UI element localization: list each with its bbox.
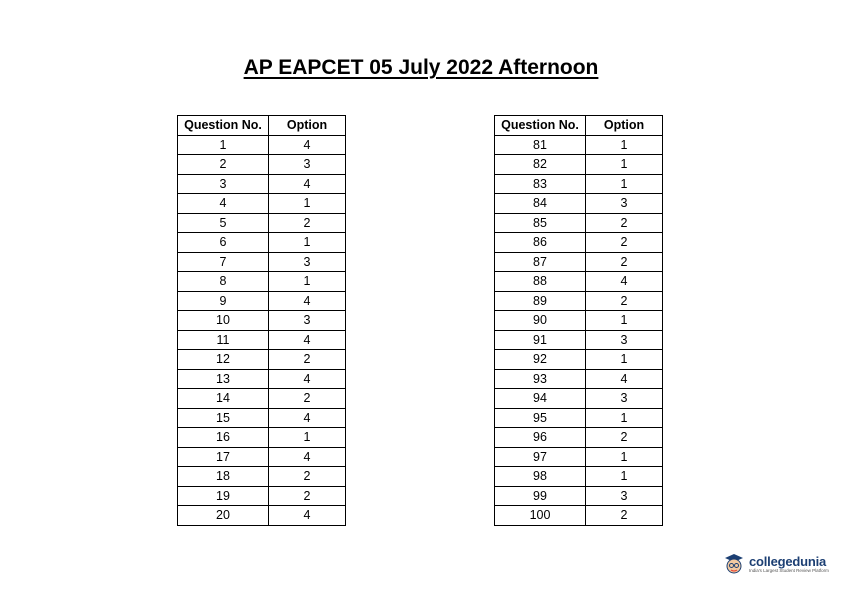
question-number-cell: 94 xyxy=(495,389,586,409)
question-number-cell: 10 xyxy=(178,311,269,331)
question-number-cell: 87 xyxy=(495,252,586,272)
column-header-option: Option xyxy=(269,116,346,136)
answer-option-cell: 3 xyxy=(586,194,663,214)
table-row xyxy=(178,408,346,428)
table-row xyxy=(178,252,346,272)
answer-option-cell: 1 xyxy=(269,233,346,253)
answer-option-cell: 4 xyxy=(269,135,346,155)
answer-option-cell: 2 xyxy=(586,291,663,311)
question-number-cell: 12 xyxy=(178,350,269,370)
question-number-cell: 4 xyxy=(178,194,269,214)
answer-option-cell: 4 xyxy=(269,291,346,311)
answer-option-cell: 1 xyxy=(269,428,346,448)
question-number-cell: 100 xyxy=(495,506,586,526)
question-number-cell: 91 xyxy=(495,330,586,350)
table-row xyxy=(178,213,346,233)
question-number-cell: 81 xyxy=(495,135,586,155)
logo-wordmark: collegedunia xyxy=(749,553,827,569)
question-number-cell: 83 xyxy=(495,174,586,194)
table-row xyxy=(495,233,663,253)
question-number-cell: 99 xyxy=(495,486,586,506)
question-number-cell: 97 xyxy=(495,447,586,467)
question-number-cell: 15 xyxy=(178,408,269,428)
answer-option-cell: 2 xyxy=(586,252,663,272)
answer-option-cell: 1 xyxy=(269,194,346,214)
column-header-question: Question No. xyxy=(178,116,269,136)
question-number-cell: 89 xyxy=(495,291,586,311)
question-number-cell: 85 xyxy=(495,213,586,233)
answer-option-cell: 2 xyxy=(269,350,346,370)
table-header-row xyxy=(495,116,663,136)
answer-option-cell: 4 xyxy=(269,506,346,526)
answer-option-cell: 4 xyxy=(269,408,346,428)
answer-option-cell: 3 xyxy=(586,486,663,506)
table-row xyxy=(178,486,346,506)
question-number-cell: 11 xyxy=(178,330,269,350)
table-row xyxy=(495,330,663,350)
table-row xyxy=(178,311,346,331)
question-number-cell: 93 xyxy=(495,369,586,389)
answer-key-table-left xyxy=(177,115,346,526)
table-row xyxy=(178,291,346,311)
table-row xyxy=(178,369,346,389)
answer-option-cell: 4 xyxy=(586,369,663,389)
answer-option-cell: 3 xyxy=(586,389,663,409)
table-row xyxy=(178,330,346,350)
answer-option-cell: 4 xyxy=(269,447,346,467)
logo-tagline: India's Largest Student Review Platform xyxy=(749,567,829,573)
table-row xyxy=(495,428,663,448)
answer-option-cell: 1 xyxy=(586,135,663,155)
question-number-cell: 92 xyxy=(495,350,586,370)
question-number-cell: 20 xyxy=(178,506,269,526)
answer-option-cell: 2 xyxy=(269,486,346,506)
answer-option-cell: 4 xyxy=(269,174,346,194)
table-row xyxy=(178,447,346,467)
table-row xyxy=(495,155,663,175)
question-number-cell: 19 xyxy=(178,486,269,506)
table-row xyxy=(178,428,346,448)
question-number-cell: 90 xyxy=(495,311,586,331)
answer-option-cell: 1 xyxy=(586,174,663,194)
answer-option-cell: 4 xyxy=(269,330,346,350)
table-row xyxy=(495,174,663,194)
table-row xyxy=(495,135,663,155)
table-row xyxy=(495,311,663,331)
question-number-cell: 1 xyxy=(178,135,269,155)
table-row xyxy=(495,350,663,370)
question-number-cell: 14 xyxy=(178,389,269,409)
table-row xyxy=(495,389,663,409)
table-row xyxy=(178,135,346,155)
question-number-cell: 95 xyxy=(495,408,586,428)
answer-option-cell: 1 xyxy=(269,272,346,292)
table-row xyxy=(178,194,346,214)
column-header-option: Option xyxy=(586,116,663,136)
table-row xyxy=(178,467,346,487)
answer-option-cell: 2 xyxy=(586,213,663,233)
question-number-cell: 6 xyxy=(178,233,269,253)
question-number-cell: 9 xyxy=(178,291,269,311)
answer-option-cell: 1 xyxy=(586,311,663,331)
table-row xyxy=(178,272,346,292)
answer-option-cell: 4 xyxy=(586,272,663,292)
answer-option-cell: 1 xyxy=(586,350,663,370)
table-row xyxy=(495,194,663,214)
question-number-cell: 84 xyxy=(495,194,586,214)
table-row xyxy=(495,447,663,467)
question-number-cell: 7 xyxy=(178,252,269,272)
question-number-cell: 98 xyxy=(495,467,586,487)
answer-option-cell: 1 xyxy=(586,408,663,428)
question-number-cell: 3 xyxy=(178,174,269,194)
answer-option-cell: 2 xyxy=(269,213,346,233)
table-row xyxy=(178,155,346,175)
question-number-cell: 88 xyxy=(495,272,586,292)
table-header-row xyxy=(178,116,346,136)
table-row xyxy=(178,389,346,409)
question-number-cell: 82 xyxy=(495,155,586,175)
answer-option-cell: 2 xyxy=(269,467,346,487)
question-number-cell: 96 xyxy=(495,428,586,448)
answer-option-cell: 2 xyxy=(586,233,663,253)
table-row xyxy=(495,291,663,311)
answer-option-cell: 1 xyxy=(586,447,663,467)
answer-option-cell: 3 xyxy=(269,311,346,331)
question-number-cell: 2 xyxy=(178,155,269,175)
table-row xyxy=(178,233,346,253)
answer-option-cell: 1 xyxy=(586,155,663,175)
table-row xyxy=(495,252,663,272)
column-header-question: Question No. xyxy=(495,116,586,136)
table-row xyxy=(495,213,663,233)
table-row xyxy=(178,350,346,370)
table-row xyxy=(495,369,663,389)
question-number-cell: 16 xyxy=(178,428,269,448)
table-row xyxy=(495,506,663,526)
question-number-cell: 8 xyxy=(178,272,269,292)
answer-key-table-right xyxy=(494,115,663,526)
table-row xyxy=(495,467,663,487)
collegedunia-logo xyxy=(722,552,829,576)
answer-option-cell: 2 xyxy=(586,428,663,448)
page-title: AP EAPCET 05 July 2022 Afternoon xyxy=(243,56,599,79)
answer-option-cell: 2 xyxy=(586,506,663,526)
question-number-cell: 18 xyxy=(178,467,269,487)
table-row xyxy=(495,486,663,506)
table-row xyxy=(495,272,663,292)
answer-option-cell: 3 xyxy=(586,330,663,350)
question-number-cell: 5 xyxy=(178,213,269,233)
answer-option-cell: 4 xyxy=(269,369,346,389)
table-row xyxy=(495,408,663,428)
question-number-cell: 17 xyxy=(178,447,269,467)
table-row xyxy=(178,506,346,526)
answer-option-cell: 3 xyxy=(269,252,346,272)
answer-option-cell: 3 xyxy=(269,155,346,175)
question-number-cell: 86 xyxy=(495,233,586,253)
graduate-mascot-icon xyxy=(722,552,746,576)
question-number-cell: 13 xyxy=(178,369,269,389)
answer-option-cell: 2 xyxy=(269,389,346,409)
answer-option-cell: 1 xyxy=(586,467,663,487)
table-row xyxy=(178,174,346,194)
